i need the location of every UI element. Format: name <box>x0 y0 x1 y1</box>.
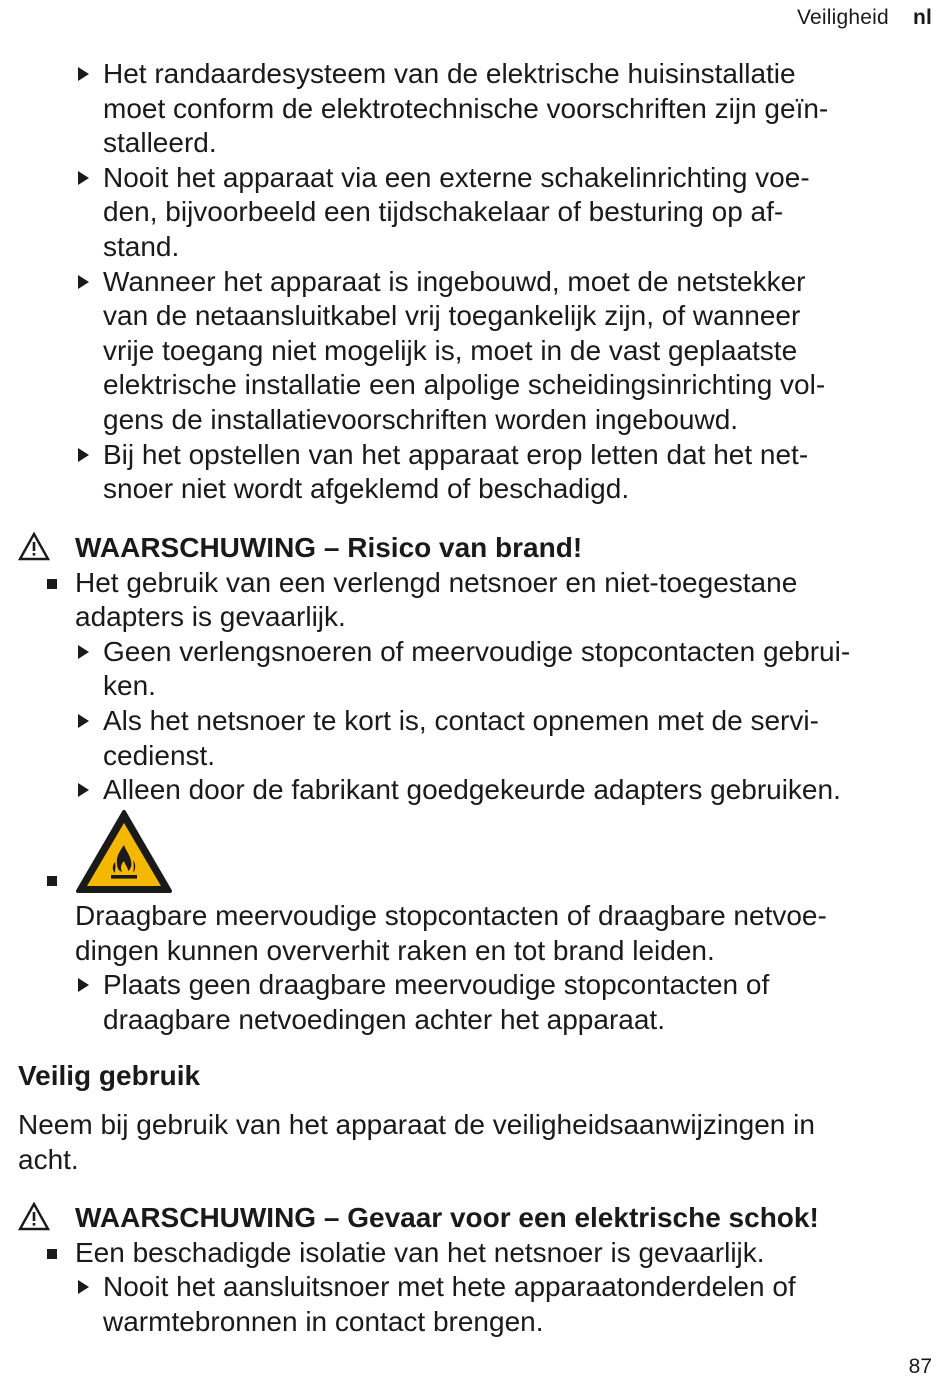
warning-title: WAARSCHUWING – Gevaar voor een elektrische schok! <box>0 1201 950 1236</box>
square-bullet-icon <box>47 876 57 886</box>
flammable-warning-icon <box>75 808 173 899</box>
arrow-bullet-icon <box>78 783 89 797</box>
fire-text-block <box>0 899 950 1037</box>
safe-use-intro: Neem bij gebruik van het apparaat de veiligheidsaanwijzingen in acht. <box>18 1109 815 1175</box>
arrow-bullet-icon <box>78 645 89 659</box>
arrow-bullet-icon <box>78 1280 89 1294</box>
step-item: Nooit het aansluitsnoer met hete apparaatonderdelen of warmtebronnen in contact brengen. <box>0 1270 950 1339</box>
arrow-bullet-icon <box>78 171 89 185</box>
arrow-bullet-icon <box>78 67 89 81</box>
installation-steps <box>0 57 950 507</box>
step-item: Als het netsnoer te kort is, contact opnemen met de servi- cedienst. <box>0 704 950 773</box>
step-item: Bij het opstellen van het apparaat erop letten dat het net- snoer niet wordt afgeklemd of beschadigd. <box>0 438 950 507</box>
step-item: Plaats geen draagbare meervoudige stopcontacten of draagbare netvoedingen achter het apparaat. <box>0 968 950 1037</box>
safe-use-section <box>0 1059 950 1094</box>
arrow-bullet-icon <box>78 448 89 462</box>
step-item: Het randaardesysteem van de elektrische huisinstallatie moet conform de elektrotechnische voorschriften zijn geïn- stalleerd. <box>0 57 950 161</box>
step-item: Nooit het apparaat via een externe schakelinrichting voe- den, bijvoorbeeld een tijdschakelaar of besturing op af- stand. <box>0 161 950 265</box>
section-heading: Veilig gebruik <box>18 1060 201 1091</box>
step-item: Wanneer het apparaat is ingebouwd, moet de netstekker van de netaansluitkabel vrij toegankelijk zijn, of wanneer vrije toegang niet mogelijk is, moet in de vast geplaatste elektrische installatie een alpolige scheidingsinrichting vol- gens de installatievoorschriften worden ingebouwd. <box>0 265 950 438</box>
section-name: Veiligheid <box>796 6 889 29</box>
page-number: 87 <box>908 1355 932 1378</box>
warning-triangle-icon <box>18 1202 50 1231</box>
square-bullet-icon <box>47 1249 57 1259</box>
step-item: Geen verlengsnoeren of meervoudige stopcontacten gebrui- ken. <box>0 635 950 704</box>
fire-description: Draagbare meervoudige stopcontacten of draagbare netvoe- dingen kunnen oververhit raken en tot brand leiden. <box>75 900 827 966</box>
language-code: nl <box>912 6 932 29</box>
square-bullet-icon <box>47 579 57 589</box>
warning-triangle-icon <box>18 532 50 561</box>
page-header <box>797 6 932 30</box>
fire-warning-section <box>0 531 950 808</box>
arrow-bullet-icon <box>78 714 89 728</box>
warning-title: WAARSCHUWING – Risico van brand! <box>0 531 950 566</box>
warning-bullet: Het gebruik van een verlengd netsnoer en niet-toegestane adapters is gevaarlijk. <box>0 566 950 635</box>
arrow-bullet-icon <box>78 978 89 992</box>
arrow-bullet-icon <box>78 275 89 289</box>
shock-warning-section <box>0 1201 950 1339</box>
step-item: Alleen door de fabrikant goedgekeurde adapters gebruiken. <box>0 773 950 808</box>
warning-bullet: Een beschadigde isolatie van het netsnoer is gevaarlijk. <box>0 1236 950 1271</box>
